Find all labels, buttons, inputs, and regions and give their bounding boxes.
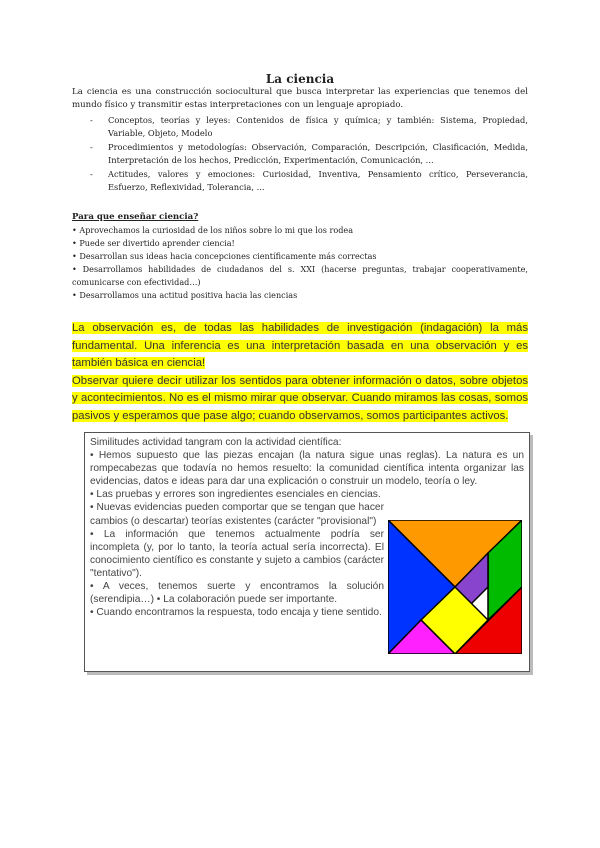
section-heading: Para que enseñar ciencia? [72,212,199,222]
list-item-text: Procedimientos y metodologías: Observación, Comparación, Descripción, Clasificación, Medida, Interpretación de los hechos, Predicción, Experimentación, Comunicación, ... [108,142,528,165]
box-line: • Hemos supuesto que las piezas encajan (la natura sigue unas reglas). La natura es un rompecabezas que todavía no hemos resuelto: la comunidad científica intenta organizar las evidencias, datos e ideas para dar una explicación o construir un modelo, teoría o ley. [90,450,524,488]
dash-marker: - [90,169,93,179]
dash-marker: - [90,142,93,152]
box-line: • La información que tenemos actualmente podría ser incompleta (y, por lo tanto, la teoría actual sería incorrecta). El conocimiento científico es constante y sujeto a cambios (carácter "tentativo"). [90,528,384,579]
content-types-list [90,114,528,195]
box-line: • Cuando encontramos la respuesta, todo encaja y tiene sentido. [90,607,382,619]
highlighted-section [72,320,528,425]
box-line: • Nuevas evidencias pueden comportar que se tengan que hacer cambios (o descartar) teorías existentes (carácter "provisional") [90,502,384,527]
list-item: • Puede ser divertido aprender ciencia! [72,238,235,248]
reasons-list [72,224,528,302]
list-item: • Desarrollamos habilidades de ciudadanos del s. XXI (hacerse preguntas, trabajar cooperativamente, comunicarse con efectividad…) [72,264,528,287]
highlighted-text: La observación es, de todas las habilidades de investigación (indagación) la más fundamental. Una inferencia es una interpretación basada en una observación y es también básica en ciencia! [72,322,528,369]
intro-paragraph: La ciencia es una construcción sociocultural que busca interpretar las experiencias que tenemos del mundo físico y transmitir estas interpretaciones con un lenguaje apropiado. [72,87,528,110]
page-title: La ciencia [265,72,335,86]
list-item [90,141,528,167]
box-line: • Las pruebas y errores son ingredientes esenciales en ciencias. [90,489,381,501]
list-item: • Desarrollamos una actitud positiva hacia las ciencias [72,290,298,300]
dash-marker: - [90,115,93,125]
list-item [90,168,528,194]
box-heading: Similitudes actividad tangram con la actividad científica: [90,437,342,448]
list-item-text: Actitudes, valores y emociones: Curiosidad, Inventiva, Pensamiento crítico, Perseverancia, Esfuerzo, Reflexividad, Tolerancia, ... [108,169,528,192]
highlighted-paragraph [72,373,528,426]
tangram-puzzle-image [388,520,522,654]
list-item: • Desarrollan sus ideas hacia concepciones científicamente más correctas [72,251,377,261]
list-item: • Aprovechamos la curiosidad de los niños sobre lo mi que los rodea [72,225,354,235]
highlighted-text: Observar quiere decir utilizar los sentidos para obtener información o datos, sobre objetos y acontecimientos. No es el mismo mirar que observar. Cuando miramos las cosas, somos pasivos y esperamos que pase algo; cuando observamos, somos participantes activos. [72,374,528,422]
box-line: • A veces, tenemos suerte y encontramos la solución (serendipia…) • La colaboración puede ser importante. [90,581,384,606]
list-item-text: Conceptos, teorías y leyes: Contenidos de física y química; y también: Sistema, Propiedad, Variable, Objeto, Modelo [108,115,528,138]
list-item [90,114,528,140]
highlighted-paragraph [72,320,528,373]
